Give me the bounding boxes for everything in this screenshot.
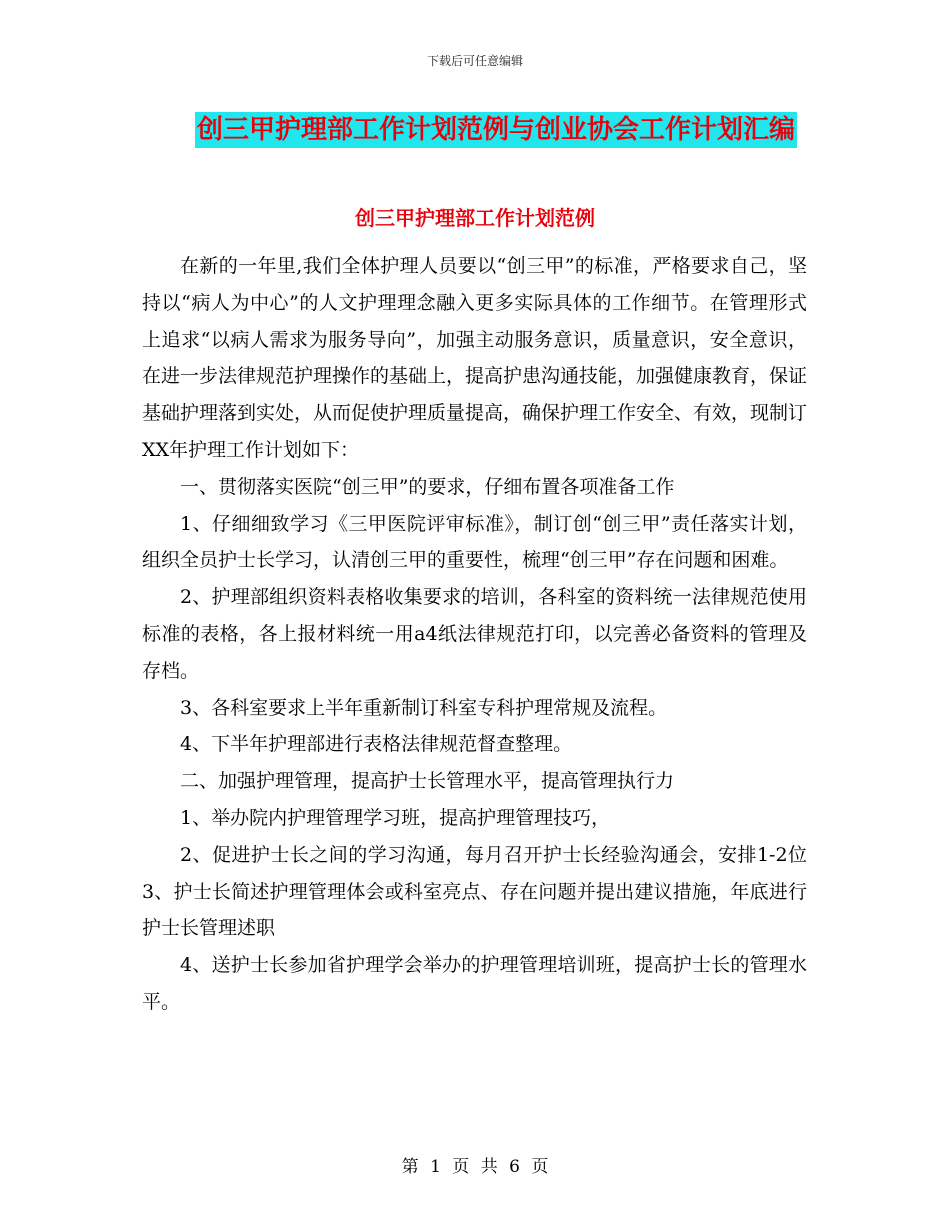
paragraph: 1、仔细细致学习《三甲医院评审标准》，制订创“创三甲”责任落实计划，组织全员护士长学习，认清创三甲的重要性，梳理“创三甲”存在问题和困难。 <box>142 512 807 572</box>
paragraph: 4、下半年护理部进行表格法律规范督查整理。 <box>180 733 573 756</box>
page-number-footer: 第 1 页 共 6 页 <box>401 1157 549 1177</box>
paragraph: 一、贯彻落实医院“创三甲”的要求，仔细布置各项准备工作 <box>180 475 675 498</box>
header-note: 下载后可任意编辑 <box>426 54 523 68</box>
document-title: 创三甲护理部工作计划范例与创业协会工作计划汇编 <box>195 112 797 148</box>
paragraph: 二、加强护理管理，提高护士长管理水平，提高管理执行力 <box>180 770 675 793</box>
paragraph: 3、各科室要求上半年重新制订科室专科护理常规及流程。 <box>180 696 668 719</box>
paragraph: 2、护理部组织资料表格收集要求的培训，各科室的资料统一法律规范使用标准的表格，各上报材料统一用a4纸法律规范打印，以完善必备资料的管理及存档。 <box>142 586 807 682</box>
paragraph: 1、举办院内护理管理学习班，提高护理管理技巧， <box>180 806 611 829</box>
paragraph: 在新的一年里,我们全体护理人员要以“创三甲”的标准，严格要求自己，坚持以“病人为中心”的人文护理理念融入更多实际具体的工作细节。在管理形式上追求“以病人需求为服务导向”，加强主动服务意识，质量意识，安全意识，在进一步法律规范护理操作的基础上，提高护患沟通技能，加强健康教育，保证基础护理落到实处，从而促使护理质量提高，确保护理工作安全、有效，现制订XX年护理工作计划如下： <box>142 255 808 461</box>
document-body <box>142 248 807 1021</box>
section-title: 创三甲护理部工作计划范例 <box>355 206 595 230</box>
paragraph: 4、送护士长参加省护理学会举办的护理管理培训班，提高护士长的管理水平。 <box>142 954 807 1013</box>
paragraph: 2、促进护士长之间的学习沟通，每月召开护士长经验沟通会，安排1-2位3、护士长简述护理管理体会或科室亮点、存在问题并提出建议措施，年底进行护士长管理述职 <box>142 843 807 940</box>
